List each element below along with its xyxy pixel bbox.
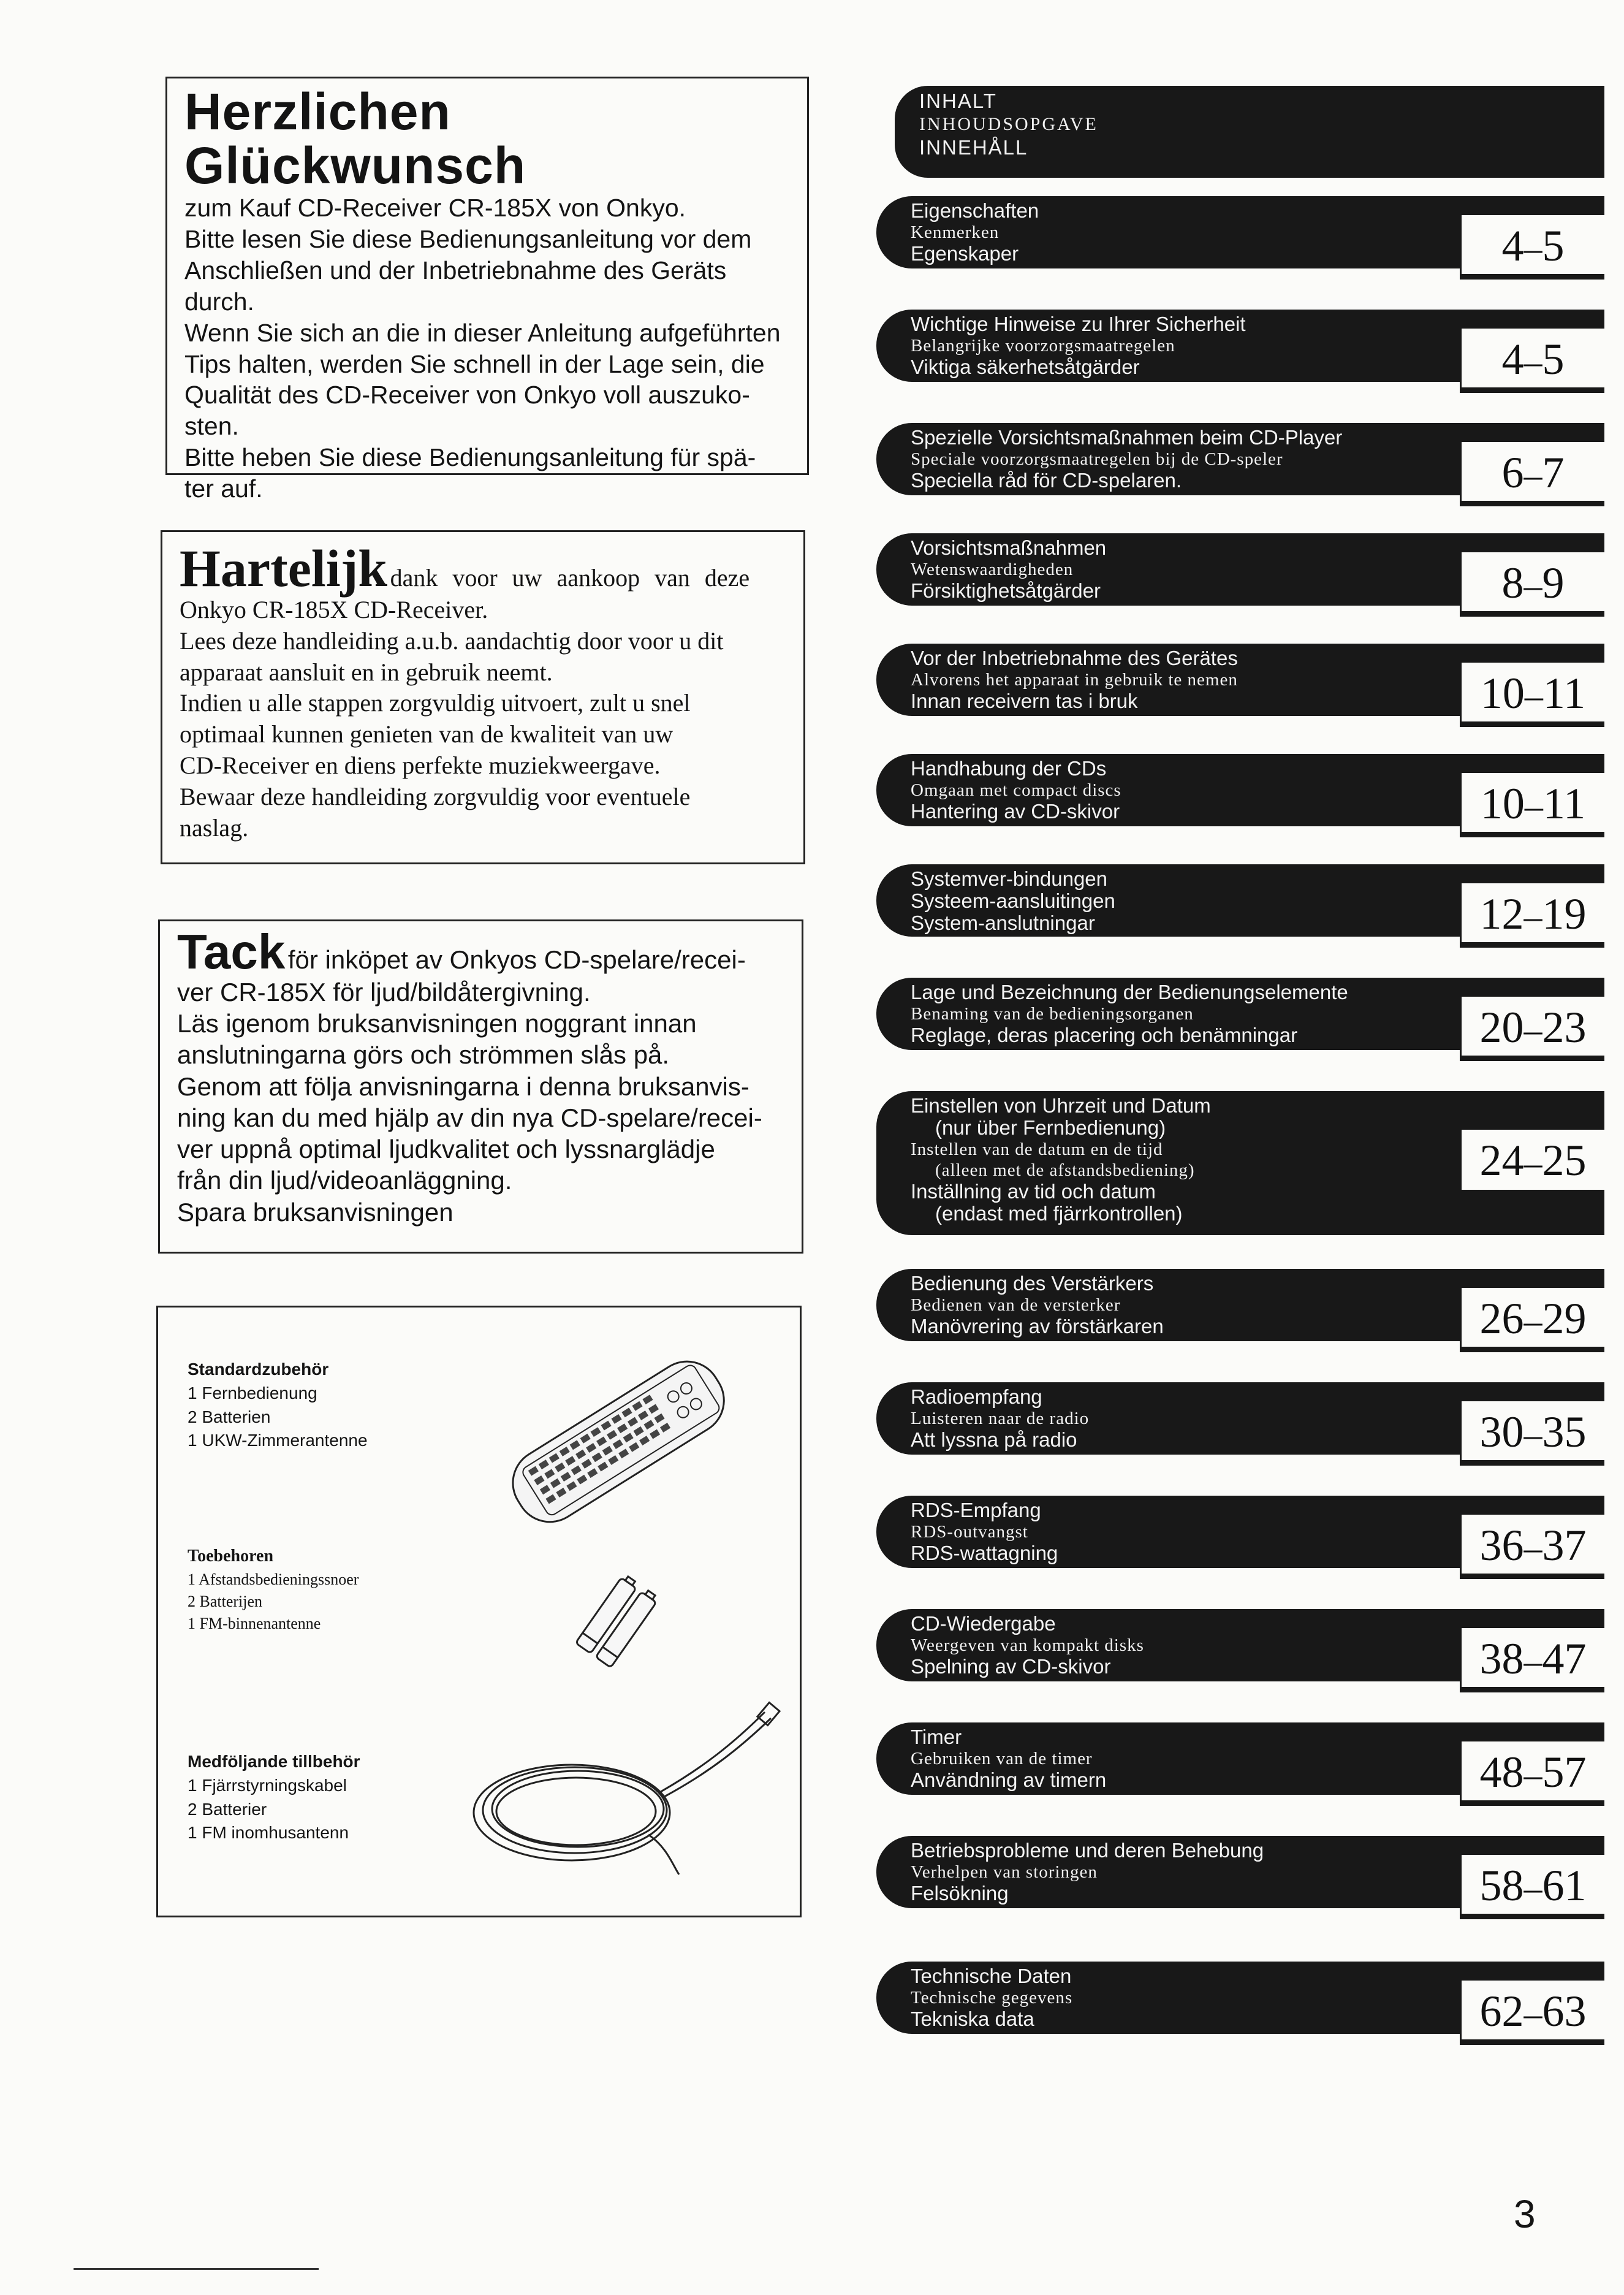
toc-page-to: 19	[1542, 889, 1587, 938]
toc-entry[interactable]	[876, 196, 1604, 268]
greeting-nl-line: Onkyo CR-185X CD-Receiver.	[180, 596, 488, 623]
toc-entry-nl: Alvorens het apparaat in gebruik te nemen	[911, 670, 1238, 690]
toc-entry-de-sub: (nur über Fernbedienung)	[935, 1116, 1166, 1139]
toc-entry-de: Vorsichtsmaßnahmen	[911, 536, 1107, 559]
toc-entry-de: Technische Daten	[911, 1965, 1072, 1987]
toc-page-from: 4	[1501, 335, 1524, 384]
toc-page-to: 9	[1542, 558, 1565, 607]
accessories-box	[156, 1306, 802, 1917]
toc-entry-underline	[1460, 721, 1604, 727]
toc-entry-nl: Bedienen van de versterker	[911, 1295, 1121, 1315]
toc-entry[interactable]	[876, 1962, 1604, 2034]
remote-control-illustration	[477, 1341, 746, 1543]
accessories-nl-title: Toebehoren	[188, 1547, 274, 1566]
greeting-nl-line: CD-Receiver en diens perfekte muziekweergave.	[180, 751, 661, 779]
toc-entry-sv: Tekniska data	[911, 2008, 1034, 2030]
toc-entry-pages: 6–7	[1460, 440, 1604, 504]
toc-page-from: 58	[1479, 1861, 1524, 1910]
toc-entry-de: Einstellen von Uhrzeit und Datum	[911, 1094, 1211, 1117]
toc-page-from: 12	[1479, 889, 1524, 938]
accessories-sv	[188, 1752, 360, 1845]
toc-entry-de: Vor der Inbetriebnahme des Gerätes	[911, 647, 1238, 669]
toc-page-from: 10	[1480, 779, 1525, 828]
page-number: 3	[1514, 2192, 1536, 2236]
greeting-nl-box	[161, 530, 805, 864]
toc-entry-de: Eigenschaften	[911, 199, 1039, 222]
toc-entry-de: Bedienung des Verstärkers	[911, 1272, 1154, 1295]
greeting-nl-line: naslag.	[180, 813, 249, 842]
toc-entry-nl: Systeem-aansluitingen	[911, 889, 1115, 912]
toc-entry-nl: Technische gegevens	[911, 1988, 1073, 2008]
toc-entry-nl: Kenmerken	[911, 223, 1000, 242]
accessory-item: 2 Batterien	[188, 1407, 271, 1426]
toc-entry[interactable]	[876, 423, 1604, 495]
footer-rule	[74, 2268, 319, 2270]
toc-entry-underline	[1460, 1056, 1604, 1061]
toc-header-nl: INHOUDSOPGAVE	[919, 114, 1098, 134]
toc-entry-sv: Hantering av CD-skivor	[911, 800, 1120, 823]
toc-entry-pages: 26–29	[1460, 1286, 1604, 1350]
toc-entry-nl: Benaming van de bedieningsorganen	[911, 1004, 1194, 1024]
accessory-item: 1 FM inomhusantenn	[188, 1823, 349, 1843]
toc-page-from: 20	[1479, 1003, 1524, 1052]
toc-entry[interactable]	[876, 310, 1604, 382]
greeting-de-line: Tips halten, werden Sie schnell in der Lage sein, die	[184, 349, 765, 378]
toc-entry-pages: 12–19	[1460, 881, 1604, 945]
toc-entry-pages: 38–47	[1460, 1626, 1604, 1690]
toc-entry[interactable]	[876, 1609, 1604, 1681]
greeting-nl-line: apparaat aansluit en in gebruik neemt.	[180, 658, 553, 686]
greeting-sv-line: anslutningarna görs och strömmen slås på.	[177, 1040, 670, 1070]
toc-page-from: 24	[1479, 1136, 1524, 1185]
toc-entry[interactable]	[876, 864, 1604, 937]
toc-entry-nl-sub: (alleen met de afstandsbediening)	[935, 1160, 1195, 1180]
toc-entry-pages: 10–11	[1460, 771, 1604, 835]
greeting-de-line: Anschließen und der Inbetriebnahme des Geräts	[184, 256, 727, 285]
toc-page-to: 37	[1542, 1521, 1587, 1570]
accessory-item: 2 Batterier	[188, 1799, 267, 1819]
toc-entry-underline	[1460, 1347, 1604, 1352]
toc-entry-underline	[1460, 1687, 1604, 1692]
toc-entry-sv: Speciella råd för CD-spelaren.	[911, 469, 1182, 492]
toc-entry-pages: 4–5	[1460, 213, 1604, 277]
toc-page-to: 29	[1542, 1294, 1587, 1343]
toc-entry-underline	[1460, 1800, 1604, 1806]
toc-page-to: 5	[1542, 221, 1565, 270]
accessory-item: 1 Fernbedienung	[188, 1383, 317, 1402]
toc-entry-nl: Speciale voorzorgsmaatregelen bij de CD-speler	[911, 449, 1283, 469]
toc-page-from: 62	[1479, 1987, 1524, 2036]
toc-page-to: 61	[1542, 1861, 1587, 1910]
greeting-sv-intro: för inköpet av Onkyos CD-spelare/recei-	[287, 945, 746, 974]
toc-entry-underline	[1460, 1460, 1604, 1466]
toc-entry-sv: Försiktighetsåtgärder	[911, 579, 1101, 602]
toc-page-to: 23	[1542, 1003, 1587, 1052]
toc-entry-nl: RDS-outvangst	[911, 1522, 1028, 1542]
greeting-sv-line: från din ljud/videoanläggning.	[177, 1166, 512, 1195]
toc-page-to: 35	[1542, 1407, 1587, 1456]
toc-entry-sv: Reglage, deras placering och benämningar	[911, 1024, 1298, 1046]
toc-entry-underline	[1460, 611, 1604, 617]
toc-entry-nl: Verhelpen van storingen	[911, 1862, 1098, 1882]
accessory-item: 2 Batterijen	[188, 1592, 263, 1610]
greeting-nl-intro: dank voor uw aankoop van deze	[390, 564, 750, 592]
greeting-nl-line: optimaal kunnen genieten van de kwaliteit van uw	[180, 720, 674, 748]
greeting-sv-line: Genom att följa anvisningarna i denna bruksanvis-	[177, 1071, 749, 1101]
toc-page-from: 38	[1479, 1634, 1524, 1683]
toc-page-to: 11	[1542, 779, 1586, 828]
greeting-de-line: Qualität des CD-Receiver von Onkyo voll auszuko-	[184, 381, 750, 409]
toc-entry-de: Radioempfang	[911, 1385, 1042, 1408]
toc-page-to: 63	[1542, 1987, 1587, 2036]
toc-entry-underline	[1460, 1914, 1604, 1919]
toc-entry-pages: 62–63	[1460, 1979, 1604, 2042]
toc-page-to: 5	[1542, 335, 1565, 384]
toc-entry-sv: Felsökning	[911, 1882, 1009, 1905]
greeting-nl-line: Indien u alle stappen zorgvuldig uitvoert, zult u snel	[180, 689, 691, 717]
toc-entry-underline	[1460, 942, 1604, 948]
accessories-sv-title: Medföljande tillbehör	[188, 1752, 360, 1771]
greeting-nl-line: Lees deze handleiding a.u.b. aandachtig door voor u dit	[180, 626, 724, 655]
greeting-sv-line: ver CR-185X för ljud/bildåtergivning.	[177, 978, 591, 1007]
accessory-item: 1 UKW-Zimmerantenne	[188, 1431, 368, 1450]
toc-page-from: 4	[1501, 221, 1524, 270]
toc-entry-pages: 10–11	[1460, 661, 1604, 725]
toc-entry[interactable]	[876, 1722, 1604, 1795]
greeting-de-line: durch.	[184, 287, 254, 316]
greeting-de-line: zum Kauf CD-Receiver CR-185X von Onkyo.	[184, 194, 686, 223]
toc-entry-sv: Egenskaper	[911, 242, 1019, 265]
greeting-de-line: ter auf.	[184, 474, 263, 503]
accessory-item: 1 Fjärrstyrningskabel	[188, 1776, 347, 1795]
toc-entry-sv: Manövrering av förstärkaren	[911, 1315, 1164, 1338]
toc-page-from: 10	[1480, 669, 1525, 718]
toc-page-from: 36	[1479, 1521, 1524, 1570]
toc-entry-sv: Användning av timern	[911, 1768, 1107, 1791]
greeting-sv-line: ning kan du med hjälp av din nya CD-spelare/recei-	[177, 1103, 762, 1132]
toc-page-to: 11	[1542, 669, 1586, 718]
toc-entry-nl: Belangrijke voorzorgsmaatregelen	[911, 336, 1175, 356]
greeting-de-box	[165, 77, 809, 503]
accessory-item: 1 Afstandsbedieningssnoer	[188, 1570, 359, 1588]
toc-entry-sv: Inställning av tid och datum	[911, 1180, 1156, 1203]
greeting-nl-line: Bewaar deze handleiding zorgvuldig voor eventuele	[180, 782, 691, 810]
toc-entry-nl: Instellen van de datum en de tijd	[911, 1140, 1163, 1159]
toc-page-from: 26	[1479, 1294, 1524, 1343]
greeting-sv-title: Tack	[177, 924, 286, 979]
accessories-de	[188, 1360, 368, 1453]
toc-entry-sv: Viktiga säkerhetsåtgärder	[911, 356, 1140, 378]
toc-entry-pages: 48–57	[1460, 1740, 1604, 1803]
greeting-de-line: sten.	[184, 412, 239, 441]
toc-entry-pages: 4–5	[1460, 327, 1604, 390]
toc-entry-de: Spezielle Vorsichtsmaßnahmen beim CD-Player	[911, 426, 1343, 449]
toc-page-from: 48	[1479, 1748, 1524, 1797]
toc-page-to: 25	[1542, 1136, 1587, 1185]
toc-entry-de: Wichtige Hinweise zu Ihrer Sicherheit	[911, 313, 1246, 335]
greeting-de-line: Wenn Sie sich an die in dieser Anleitung aufgeführten	[184, 318, 781, 347]
toc-entry-pages: 8–9	[1460, 550, 1604, 614]
toc-entry-pages: 58–61	[1460, 1853, 1604, 1917]
toc-entry-nl: Gebruiken van de timer	[911, 1749, 1093, 1768]
toc-entry-de: CD-Wiedergabe	[911, 1612, 1056, 1635]
toc-entry-sv: Att lyssna på radio	[911, 1428, 1077, 1451]
greeting-de-line: Bitte heben Sie diese Bedienungsanleitung für spä-	[184, 443, 756, 471]
greeting-sv-line: ver uppnå optimal ljudkvalitet och lyssnarglädje	[177, 1135, 715, 1164]
toc-entry-nl: Luisteren naar de radio	[911, 1409, 1090, 1428]
toc-entry-pages: 20–23	[1460, 995, 1604, 1059]
batteries-illustration	[563, 1565, 673, 1675]
toc-entry-underline	[1460, 501, 1604, 506]
toc-page-to: 7	[1542, 448, 1565, 497]
greeting-sv-line: Läs igenom bruksanvisningen noggrant innan	[177, 1009, 697, 1038]
accessories-de-title: Standardzubehör	[188, 1360, 329, 1379]
toc-entry[interactable]	[876, 978, 1604, 1050]
toc-entry-sv: Innan receivern tas i bruk	[911, 690, 1138, 712]
toc-entry-underline	[1460, 1574, 1604, 1579]
greeting-sv-line: Spara bruksanvisningen	[177, 1197, 453, 1227]
fm-antenna-illustration	[446, 1700, 789, 1878]
accessory-item: 1 FM-binnenantenne	[188, 1614, 321, 1632]
toc-entry-de: RDS-Empfang	[911, 1499, 1041, 1521]
toc-entry-pages: 24–25	[1460, 1128, 1604, 1192]
toc-entry-sv: System-anslutningar	[911, 912, 1095, 934]
toc-entry-de: Handhabung der CDs	[911, 757, 1107, 780]
toc-entry-nl: Omgaan met compact discs	[911, 780, 1121, 800]
toc-entry-underline	[1460, 387, 1604, 393]
toc-entry[interactable]	[876, 1091, 1604, 1235]
toc-page-from: 6	[1501, 448, 1524, 497]
accessories-nl	[188, 1547, 359, 1635]
toc-entry-sv: Spelning av CD-skivor	[911, 1655, 1111, 1678]
toc-entry[interactable]	[876, 754, 1604, 826]
greeting-de-title: Herzlichen Glückwunsch	[184, 83, 526, 195]
toc-entry-pages: 30–35	[1460, 1399, 1604, 1463]
toc-header-sv: INNEHÅLL	[919, 136, 1028, 159]
toc-page-from: 8	[1501, 558, 1524, 607]
toc-page-to: 57	[1542, 1748, 1587, 1797]
toc-entry-underline	[1460, 832, 1604, 837]
toc-header-de: INHALT	[919, 89, 997, 112]
toc-entry-pages: 36–37	[1460, 1513, 1604, 1577]
toc-page-to: 47	[1542, 1634, 1587, 1683]
toc-page-from: 30	[1479, 1407, 1524, 1456]
toc-entry-nl: Wetenswaardigheden	[911, 560, 1074, 579]
toc-entry[interactable]	[876, 1269, 1604, 1341]
greeting-de-line: Bitte lesen Sie diese Bedienungsanleitung vor dem	[184, 225, 752, 254]
toc-entry-de: Timer	[911, 1726, 962, 1748]
toc-entry-de: Systemver-bindungen	[911, 867, 1108, 890]
toc-entry[interactable]	[876, 533, 1604, 606]
toc-entry[interactable]	[876, 1382, 1604, 1455]
toc-entry-underline	[1460, 1193, 1604, 1198]
toc-entry-sv: RDS-wattagning	[911, 1542, 1058, 1564]
toc-entry-underline	[1460, 274, 1604, 280]
toc-entry-underline	[1460, 2039, 1604, 2045]
toc-entry[interactable]	[876, 1836, 1604, 1908]
toc-entry-sv-sub: (endast med fjärrkontrollen)	[935, 1202, 1183, 1225]
greeting-sv-box	[158, 919, 803, 1254]
greeting-nl-title: Hartelijk	[180, 539, 388, 598]
toc-entry[interactable]	[876, 1496, 1604, 1568]
toc-entry-nl: Weergeven van kompakt disks	[911, 1635, 1144, 1655]
toc-entry[interactable]	[876, 644, 1604, 716]
toc-header	[895, 86, 1604, 178]
toc-entry-de: Lage und Bezeichnung der Bedienungselemente	[911, 981, 1348, 1003]
toc-entry-de: Betriebsprobleme und deren Behebung	[911, 1839, 1264, 1862]
